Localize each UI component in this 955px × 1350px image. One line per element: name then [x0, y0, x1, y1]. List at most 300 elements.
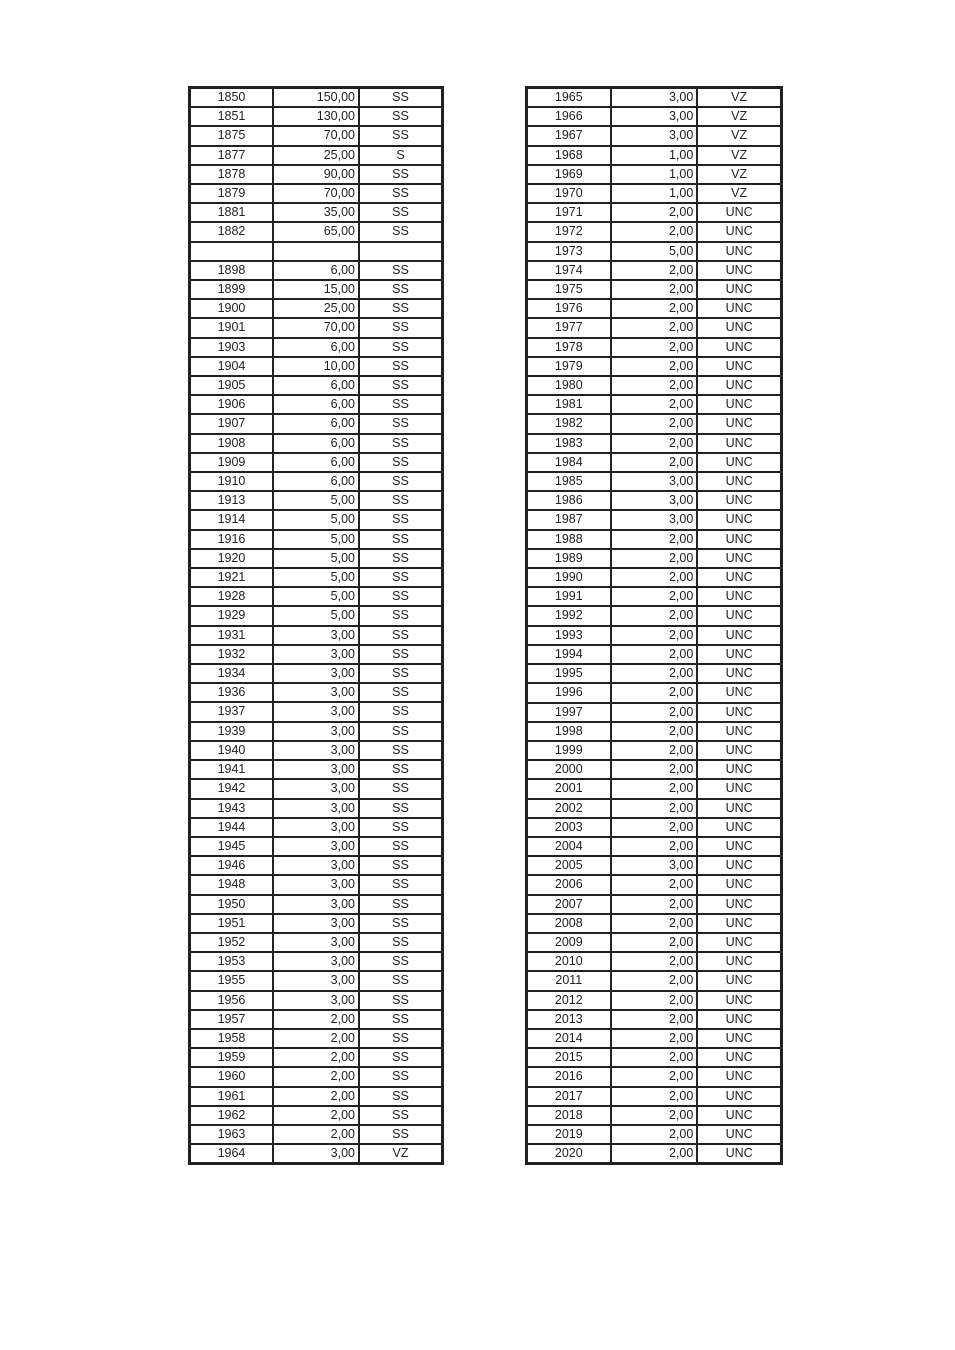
year-cell: 1998	[527, 722, 611, 741]
year-cell: 1967	[527, 126, 611, 145]
table-row	[527, 664, 782, 683]
price-cell: 3,00	[611, 107, 698, 126]
grade-cell: SS	[359, 933, 443, 952]
price-cell: 6,00	[273, 376, 359, 395]
table-row	[527, 203, 782, 222]
grade-cell: UNC	[697, 779, 781, 798]
table-row	[190, 587, 443, 606]
grade-cell: SS	[359, 299, 443, 318]
right-price-table	[525, 86, 783, 1165]
price-cell: 10,00	[273, 357, 359, 376]
grade-cell: SS	[359, 530, 443, 549]
price-cell: 2,00	[611, 1087, 698, 1106]
year-cell: 1966	[527, 107, 611, 126]
price-cell: 2,00	[611, 722, 698, 741]
grade-cell: SS	[359, 587, 443, 606]
grade-cell: SS	[359, 491, 443, 510]
year-cell: 1950	[190, 895, 273, 914]
grade-cell: S	[359, 146, 443, 165]
table-row	[527, 395, 782, 414]
table-row	[190, 88, 443, 108]
grade-cell: UNC	[697, 645, 781, 664]
table-row	[190, 702, 443, 721]
grade-cell: UNC	[697, 837, 781, 856]
price-cell: 2,00	[273, 1048, 359, 1067]
price-cell: 5,00	[273, 510, 359, 529]
table-row	[527, 1010, 782, 1029]
grade-cell: SS	[359, 261, 443, 280]
table-row	[190, 203, 443, 222]
table-row	[527, 741, 782, 760]
price-cell: 3,00	[273, 971, 359, 990]
grade-cell: UNC	[697, 703, 781, 722]
grade-cell: SS	[359, 203, 443, 222]
year-cell: 1940	[190, 741, 273, 760]
price-cell: 3,00	[273, 702, 359, 721]
table-row	[190, 760, 443, 779]
table-row	[190, 280, 443, 299]
grade-cell: SS	[359, 875, 443, 894]
grade-cell: UNC	[697, 395, 781, 414]
grade-cell: SS	[359, 741, 443, 760]
table-row	[527, 722, 782, 741]
year-cell: 1968	[527, 146, 611, 165]
price-cell: 2,00	[273, 1087, 359, 1106]
grade-cell: UNC	[697, 568, 781, 587]
grade-cell: VZ	[697, 107, 781, 126]
price-cell: 2,00	[611, 664, 698, 683]
year-cell: 1910	[190, 472, 273, 491]
table-row	[190, 626, 443, 645]
year-cell: 1963	[190, 1125, 273, 1144]
table-row	[527, 683, 782, 702]
price-cell: 3,00	[273, 664, 359, 683]
year-cell: 1953	[190, 952, 273, 971]
table-row	[190, 530, 443, 549]
price-cell: 2,00	[611, 395, 698, 414]
table-row	[527, 453, 782, 472]
grade-cell: SS	[359, 453, 443, 472]
grade-cell: UNC	[697, 1087, 781, 1106]
price-cell: 65,00	[273, 222, 359, 241]
grade-cell: UNC	[697, 261, 781, 280]
year-cell: 2000	[527, 760, 611, 779]
year-cell: 1851	[190, 107, 273, 126]
table-row	[190, 1125, 443, 1144]
year-cell: 1850	[190, 88, 273, 108]
price-cell: 2,00	[273, 1125, 359, 1144]
table-row	[190, 414, 443, 433]
year-cell: 1982	[527, 414, 611, 433]
price-cell: 2,00	[611, 357, 698, 376]
price-cell: 6,00	[273, 453, 359, 472]
price-cell: 3,00	[611, 472, 698, 491]
year-cell: 2017	[527, 1087, 611, 1106]
grade-cell: SS	[359, 1125, 443, 1144]
table-row	[527, 626, 782, 645]
year-cell: 1916	[190, 530, 273, 549]
price-cell: 3,00	[611, 510, 698, 529]
year-cell: 1937	[190, 702, 273, 721]
table-row	[190, 741, 443, 760]
price-cell: 2,00	[611, 568, 698, 587]
table-row	[190, 491, 443, 510]
grade-cell: SS	[359, 280, 443, 299]
grade-cell: SS	[359, 1010, 443, 1029]
year-cell: 2001	[527, 779, 611, 798]
grade-cell: SS	[359, 952, 443, 971]
grade-cell: SS	[359, 1106, 443, 1125]
year-cell: 1943	[190, 799, 273, 818]
table-row	[190, 261, 443, 280]
grade-cell: VZ	[697, 184, 781, 203]
price-cell: 2,00	[611, 606, 698, 625]
grade-cell: UNC	[697, 664, 781, 683]
price-cell: 5,00	[273, 530, 359, 549]
table-row	[190, 895, 443, 914]
table-row	[190, 510, 443, 529]
year-cell: 1988	[527, 530, 611, 549]
price-cell: 6,00	[273, 261, 359, 280]
table-row	[527, 645, 782, 664]
table-row	[190, 1067, 443, 1086]
grade-cell: SS	[359, 971, 443, 990]
grade-cell: UNC	[697, 799, 781, 818]
grade-cell: UNC	[697, 952, 781, 971]
year-cell: 1979	[527, 357, 611, 376]
year-cell: 1934	[190, 664, 273, 683]
year-cell: 1961	[190, 1087, 273, 1106]
price-cell: 3,00	[273, 722, 359, 741]
price-cell: 2,00	[611, 683, 698, 702]
price-cell: 5,00	[273, 587, 359, 606]
grade-cell: UNC	[697, 991, 781, 1010]
grade-cell: SS	[359, 126, 443, 145]
grade-cell: SS	[359, 818, 443, 837]
grade-cell	[359, 242, 443, 261]
year-cell: 2008	[527, 914, 611, 933]
year-cell: 1906	[190, 395, 273, 414]
year-cell: 1942	[190, 779, 273, 798]
table-row	[190, 1144, 443, 1164]
year-cell: 1970	[527, 184, 611, 203]
table-row	[527, 1125, 782, 1144]
price-cell: 3,00	[611, 126, 698, 145]
price-cell: 2,00	[611, 261, 698, 280]
year-cell: 1899	[190, 280, 273, 299]
year-cell	[190, 242, 273, 261]
table-row	[527, 242, 782, 261]
year-cell: 1898	[190, 261, 273, 280]
table-row	[527, 1087, 782, 1106]
price-cell: 90,00	[273, 165, 359, 184]
price-cell: 3,00	[611, 491, 698, 510]
table-row	[527, 107, 782, 126]
grade-cell: UNC	[697, 1067, 781, 1086]
grade-cell: SS	[359, 1048, 443, 1067]
grade-cell: UNC	[697, 203, 781, 222]
price-cell: 2,00	[611, 760, 698, 779]
table-row	[527, 895, 782, 914]
year-cell: 2019	[527, 1125, 611, 1144]
table-row	[527, 952, 782, 971]
year-cell: 1936	[190, 683, 273, 702]
table-row	[527, 376, 782, 395]
grade-cell: SS	[359, 357, 443, 376]
price-cell: 3,00	[273, 1144, 359, 1164]
year-cell: 1914	[190, 510, 273, 529]
price-cell: 2,00	[611, 626, 698, 645]
grade-cell: UNC	[697, 414, 781, 433]
table-row	[527, 299, 782, 318]
price-cell: 2,00	[611, 203, 698, 222]
table-row	[190, 453, 443, 472]
price-cell: 6,00	[273, 472, 359, 491]
table-row	[527, 222, 782, 241]
grade-cell: UNC	[697, 895, 781, 914]
price-cell: 2,00	[611, 1106, 698, 1125]
grade-cell: VZ	[697, 88, 781, 108]
grade-cell: UNC	[697, 626, 781, 645]
price-cell: 2,00	[273, 1029, 359, 1048]
grade-cell: SS	[359, 1029, 443, 1048]
price-cell: 3,00	[273, 626, 359, 645]
grade-cell: UNC	[697, 472, 781, 491]
price-cell: 3,00	[273, 952, 359, 971]
price-cell: 2,00	[611, 222, 698, 241]
price-cell: 3,00	[273, 837, 359, 856]
year-cell: 1900	[190, 299, 273, 318]
grade-cell: VZ	[697, 126, 781, 145]
price-cell: 2,00	[611, 1144, 698, 1164]
price-cell: 2,00	[611, 952, 698, 971]
table-row	[527, 568, 782, 587]
table-row	[190, 1087, 443, 1106]
price-cell: 70,00	[273, 184, 359, 203]
price-cell: 2,00	[611, 280, 698, 299]
table-row	[527, 837, 782, 856]
grade-cell: UNC	[697, 530, 781, 549]
price-cell: 3,00	[273, 760, 359, 779]
table-row	[527, 146, 782, 165]
table-row	[527, 991, 782, 1010]
year-cell: 1944	[190, 818, 273, 837]
grade-cell: UNC	[697, 818, 781, 837]
grade-cell: UNC	[697, 1029, 781, 1048]
year-cell: 1969	[527, 165, 611, 184]
table-row	[190, 184, 443, 203]
table-row	[190, 875, 443, 894]
year-cell: 1984	[527, 453, 611, 472]
grade-cell: SS	[359, 376, 443, 395]
price-cell: 150,00	[273, 88, 359, 108]
grade-cell: SS	[359, 472, 443, 491]
year-cell: 1957	[190, 1010, 273, 1029]
grade-cell: SS	[359, 395, 443, 414]
year-cell: 2018	[527, 1106, 611, 1125]
year-cell: 1956	[190, 991, 273, 1010]
year-cell: 1973	[527, 242, 611, 261]
year-cell: 2020	[527, 1144, 611, 1164]
table-row	[190, 357, 443, 376]
grade-cell: SS	[359, 683, 443, 702]
year-cell: 1989	[527, 549, 611, 568]
grade-cell: UNC	[697, 760, 781, 779]
price-cell: 6,00	[273, 395, 359, 414]
price-cell: 2,00	[611, 453, 698, 472]
year-cell: 1985	[527, 472, 611, 491]
grade-cell: SS	[359, 568, 443, 587]
year-cell: 1977	[527, 318, 611, 337]
price-cell: 3,00	[273, 779, 359, 798]
year-cell: 1987	[527, 510, 611, 529]
year-cell: 1959	[190, 1048, 273, 1067]
price-cell: 2,00	[611, 895, 698, 914]
left-price-table	[188, 86, 444, 1165]
year-cell: 1878	[190, 165, 273, 184]
table-row	[190, 1029, 443, 1048]
grade-cell: SS	[359, 1067, 443, 1086]
grade-cell: SS	[359, 338, 443, 357]
year-cell: 1908	[190, 434, 273, 453]
grade-cell: SS	[359, 434, 443, 453]
table-row	[527, 318, 782, 337]
price-cell: 6,00	[273, 434, 359, 453]
grade-cell: SS	[359, 88, 443, 108]
grade-cell: UNC	[697, 1125, 781, 1144]
table-row	[527, 779, 782, 798]
grade-cell: UNC	[697, 280, 781, 299]
grade-cell: UNC	[697, 683, 781, 702]
price-cell: 25,00	[273, 146, 359, 165]
year-cell: 2011	[527, 971, 611, 990]
grade-cell: UNC	[697, 338, 781, 357]
price-cell: 3,00	[273, 818, 359, 837]
grade-cell: SS	[359, 664, 443, 683]
table-row	[190, 126, 443, 145]
table-row	[527, 703, 782, 722]
price-cell: 2,00	[611, 837, 698, 856]
grade-cell: UNC	[697, 1144, 781, 1164]
price-cell: 2,00	[273, 1010, 359, 1029]
year-cell: 1992	[527, 606, 611, 625]
year-cell: 2012	[527, 991, 611, 1010]
grade-cell: SS	[359, 837, 443, 856]
grade-cell: UNC	[697, 242, 781, 261]
table-row	[527, 88, 782, 108]
year-cell: 1980	[527, 376, 611, 395]
grade-cell: SS	[359, 510, 443, 529]
price-cell: 3,00	[273, 856, 359, 875]
grade-cell: SS	[359, 991, 443, 1010]
table-row	[527, 357, 782, 376]
year-cell: 1962	[190, 1106, 273, 1125]
grade-cell: UNC	[697, 491, 781, 510]
table-row	[527, 799, 782, 818]
price-cell: 2,00	[611, 818, 698, 837]
price-cell: 2,00	[273, 1067, 359, 1086]
table-row	[527, 933, 782, 952]
table-row	[527, 1029, 782, 1048]
year-cell: 1907	[190, 414, 273, 433]
table-row	[190, 222, 443, 241]
table-row	[190, 779, 443, 798]
year-cell: 2015	[527, 1048, 611, 1067]
grade-cell: SS	[359, 549, 443, 568]
year-cell: 1875	[190, 126, 273, 145]
grade-cell: UNC	[697, 722, 781, 741]
year-cell: 1994	[527, 645, 611, 664]
price-cell: 2,00	[611, 530, 698, 549]
year-cell: 1948	[190, 875, 273, 894]
table-row	[527, 587, 782, 606]
grade-cell: UNC	[697, 222, 781, 241]
table-row	[190, 568, 443, 587]
price-cell: 2,00	[611, 799, 698, 818]
price-cell: 1,00	[611, 184, 698, 203]
grade-cell: SS	[359, 107, 443, 126]
price-cell: 3,00	[273, 933, 359, 952]
year-cell: 1928	[190, 587, 273, 606]
year-cell: 1991	[527, 587, 611, 606]
price-cell: 2,00	[611, 299, 698, 318]
table-row	[527, 184, 782, 203]
price-cell: 35,00	[273, 203, 359, 222]
year-cell: 1971	[527, 203, 611, 222]
grade-cell: SS	[359, 165, 443, 184]
grade-cell: UNC	[697, 606, 781, 625]
price-cell: 3,00	[273, 895, 359, 914]
year-cell: 1975	[527, 280, 611, 299]
table-row	[190, 1010, 443, 1029]
grade-cell: SS	[359, 318, 443, 337]
year-cell: 1882	[190, 222, 273, 241]
year-cell: 2005	[527, 856, 611, 875]
grade-cell: UNC	[697, 299, 781, 318]
year-cell: 2003	[527, 818, 611, 837]
grade-cell: UNC	[697, 510, 781, 529]
table-row	[190, 664, 443, 683]
price-cell: 5,00	[273, 568, 359, 587]
price-cell: 5,00	[611, 242, 698, 261]
table-row	[527, 530, 782, 549]
grade-cell: UNC	[697, 357, 781, 376]
grade-cell: SS	[359, 222, 443, 241]
price-cell: 2,00	[611, 414, 698, 433]
grade-cell: SS	[359, 184, 443, 203]
price-cell: 2,00	[611, 933, 698, 952]
price-cell: 3,00	[273, 645, 359, 664]
price-cell: 3,00	[611, 88, 698, 108]
table-row	[190, 472, 443, 491]
price-cell: 2,00	[611, 434, 698, 453]
grade-cell: SS	[359, 722, 443, 741]
year-cell: 1986	[527, 491, 611, 510]
year-cell: 1905	[190, 376, 273, 395]
price-cell: 6,00	[273, 414, 359, 433]
table-row	[527, 126, 782, 145]
price-cell: 1,00	[611, 165, 698, 184]
price-cell	[273, 242, 359, 261]
year-cell: 1972	[527, 222, 611, 241]
price-cell: 2,00	[611, 318, 698, 337]
year-cell: 1981	[527, 395, 611, 414]
table-row	[190, 434, 443, 453]
price-cell: 2,00	[611, 645, 698, 664]
table-row	[527, 818, 782, 837]
grade-cell: SS	[359, 914, 443, 933]
price-cell: 2,00	[611, 991, 698, 1010]
